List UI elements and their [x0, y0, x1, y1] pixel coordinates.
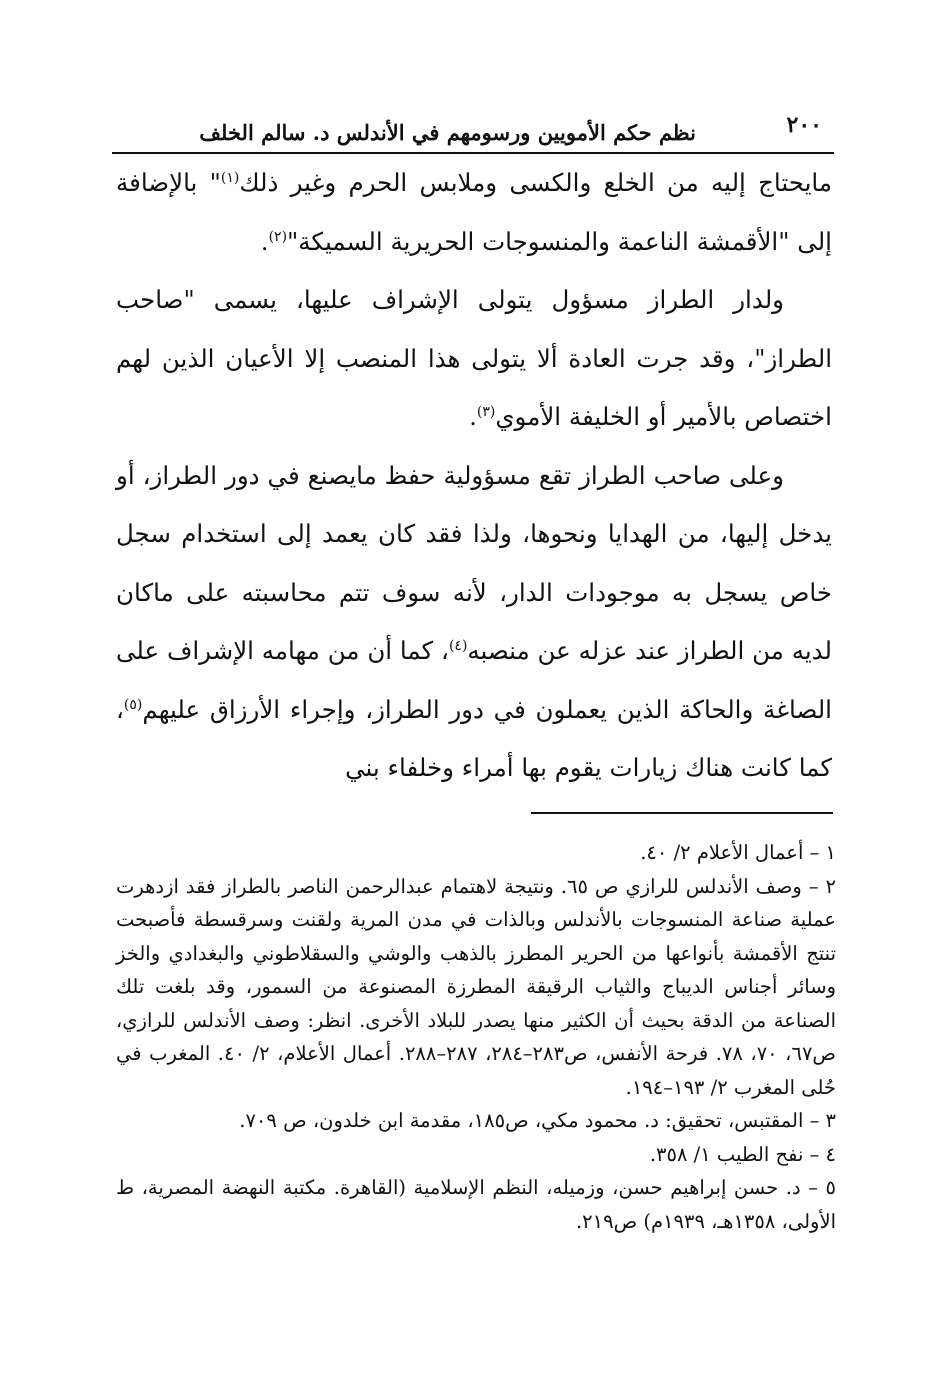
- paragraph-2: [116, 271, 832, 447]
- paragraph-3-text-a: وعلى صاحب الطراز تقع مسؤولية حفظ مايصنع في دور الطراز، أو يدخل إليها، من الهدايا ونحوها، ولذا فقد كان يعمد إلى استخدام سجل خاص يسجل به موجودات الدار، لأنه سوف تتم محاسبته على ماكان لديه من الطراز عند عزله عن منصبه: [116, 460, 832, 665]
- paragraph-1-text-b: " بالإضافة إلى "الأقمشة الناعمة والمنسوجات الحريرية السميكة": [116, 168, 832, 256]
- footnote-5: ٥ – د. حسن إبراهيم حسن، وزميله، النظم الإسلامية (القاهرة. مكتبة النهضة المصرية، ط الأولى، ١٣٥٨هـ، ١٩٣٩م) ص٢١٩.: [116, 1176, 836, 1233]
- paragraph-2-text-a: ولدار الطراز مسؤول يتولى الإشراف عليها، يسمى "صاحب الطراز"، وقد جرت العادة ألا يتولى هذا المنصب إلا الأعيان الذين لهم اختصاص بالأمير أو الخليفة الأموي: [116, 285, 832, 431]
- paragraph-1-text-c: .: [260, 226, 269, 256]
- paragraph-3: [116, 447, 832, 798]
- footnote-ref-1: (١): [220, 169, 240, 186]
- footnote-ref-4: (٤): [448, 637, 468, 654]
- paragraph-3-text-c: ، كما كانت هناك زيارات يقوم بها أمراء وخلفاء بني: [116, 694, 832, 782]
- footnote-ref-5: (٥): [123, 696, 143, 713]
- footnote-divider: [531, 812, 833, 814]
- main-text: [116, 154, 832, 798]
- footnotes: [116, 836, 836, 1238]
- paragraph-2-text-b: .: [469, 402, 477, 431]
- page-header: [112, 112, 834, 154]
- paragraph-1-text-a: مايحتاج إليه من الخلع والكسى وملابس الحرم وغير ذلك: [239, 168, 832, 197]
- footnote-ref-3: (٣): [476, 403, 496, 420]
- page-number: ٢٠٠: [786, 112, 822, 138]
- footnote-4: ٤ – نفح الطيب ١/ ٣٥٨.: [649, 1142, 836, 1166]
- paragraph-3-text-b: ، كما أن من مهامه الإشراف على الصاغة والحاكة الذين يعملون في دور الطراز، وإجراء الأرزاق عليهم: [116, 636, 832, 724]
- footnote-3: ٣ – المقتبس، تحقيق: د. محمود مكي، ص١٨٥، مقدمة ابن خلدون، ص ٧٠٩.: [239, 1109, 836, 1132]
- footnote-1: ١ – أعمال الأعلام ٢/ ٤٠.: [640, 841, 836, 864]
- footnote-2: ٢ – وصف الأندلس للرازي ص ٦٥. ونتيجة لاهتمام عبدالرحمن الناصر بالطراز فقد ازدهرت عملية صناعة المنسوجات بالأندلس وبالذات في مدن المرية ولقنت وسرقسطة فأصبحت تنتج الأقمشة بأنواعها من الحرير المطرز بالذهب والوشي والسقلاطوني والبغدادي والخز وسائر أجناس الديباج والثياب الرقيقة المطرزة المصنوعة من السمور، وقد بلغت تلك الصناعة من الدقة بحيث أن الكثير منها يصدر للبلاد الأخرى. انظر: وصف الأندلس للرازي، ص٦٧، ٧٠، ٧٨. فرحة الأنفس، ص٢٨٣–٢٨٤، ٢٨٧–٢٨٨. أعمال الأعلام، ٢/ ٤٠. المغرب في حُلى المغرب ٢/ ١٩٣–١٩٤.: [116, 874, 836, 1099]
- footnote-ref-2: (٢): [268, 228, 288, 245]
- running-title: نظم حكم الأمويين ورسومهم في الأندلس د. سالم الخلف: [199, 120, 696, 145]
- paragraph-1: [116, 154, 832, 271]
